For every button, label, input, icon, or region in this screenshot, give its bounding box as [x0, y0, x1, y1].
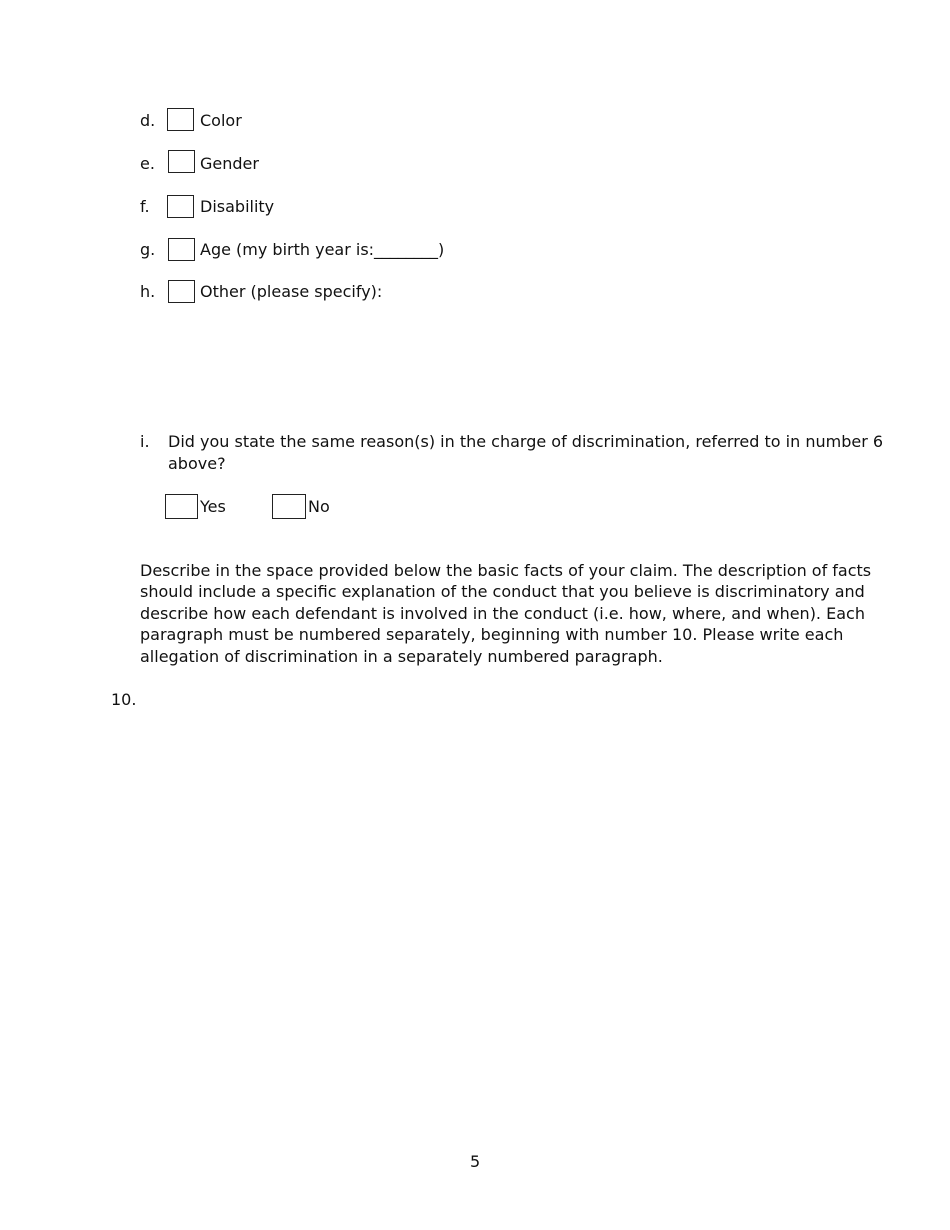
instructions-line-4: paragraph must be numbered separately, beginning with number 10. Please write each — [140, 625, 844, 644]
option-d-letter: d. — [140, 111, 156, 130]
option-h-letter: h. — [140, 282, 156, 301]
instructions-line-1: Describe in the space provided below the basic facts of your claim. The description of facts — [140, 561, 872, 580]
page-number: 5 — [470, 1152, 481, 1171]
no-label: No — [308, 497, 330, 516]
option-f-checkbox[interactable] — [167, 195, 194, 218]
question-i-text-line1: Did you state the same reason(s) in the charge of discrimination, referred to in number 6 — [168, 432, 884, 451]
yes-label: Yes — [200, 497, 226, 516]
option-e-label: Gender — [200, 154, 259, 173]
paragraph-number-10: 10. — [111, 690, 137, 709]
yes-checkbox[interactable] — [165, 494, 198, 519]
instructions-line-5: allegation of discrimination in a separately numbered paragraph. — [140, 647, 663, 666]
no-checkbox[interactable] — [272, 494, 306, 519]
option-d-label: Color — [200, 111, 242, 130]
option-f-label: Disability — [200, 197, 275, 216]
option-f-letter: f. — [140, 197, 150, 216]
option-g-label: Age (my birth year is:________) — [200, 240, 445, 259]
option-g-letter: g. — [140, 240, 156, 259]
option-e-checkbox[interactable] — [168, 150, 195, 173]
instructions-line-2: should include a specific explanation of the conduct that you believe is discriminatory and — [140, 582, 865, 601]
question-i-text-line2: above? — [168, 454, 226, 473]
option-g-checkbox[interactable] — [168, 238, 195, 261]
option-e-letter: e. — [140, 154, 155, 173]
question-i-letter: i. — [140, 432, 150, 451]
option-h-label: Other (please specify): — [200, 282, 383, 301]
option-d-checkbox[interactable] — [167, 108, 194, 131]
instructions-line-3: describe how each defendant is involved in the conduct (i.e. how, where, and when). Each — [140, 604, 865, 623]
option-h-checkbox[interactable] — [168, 280, 195, 303]
